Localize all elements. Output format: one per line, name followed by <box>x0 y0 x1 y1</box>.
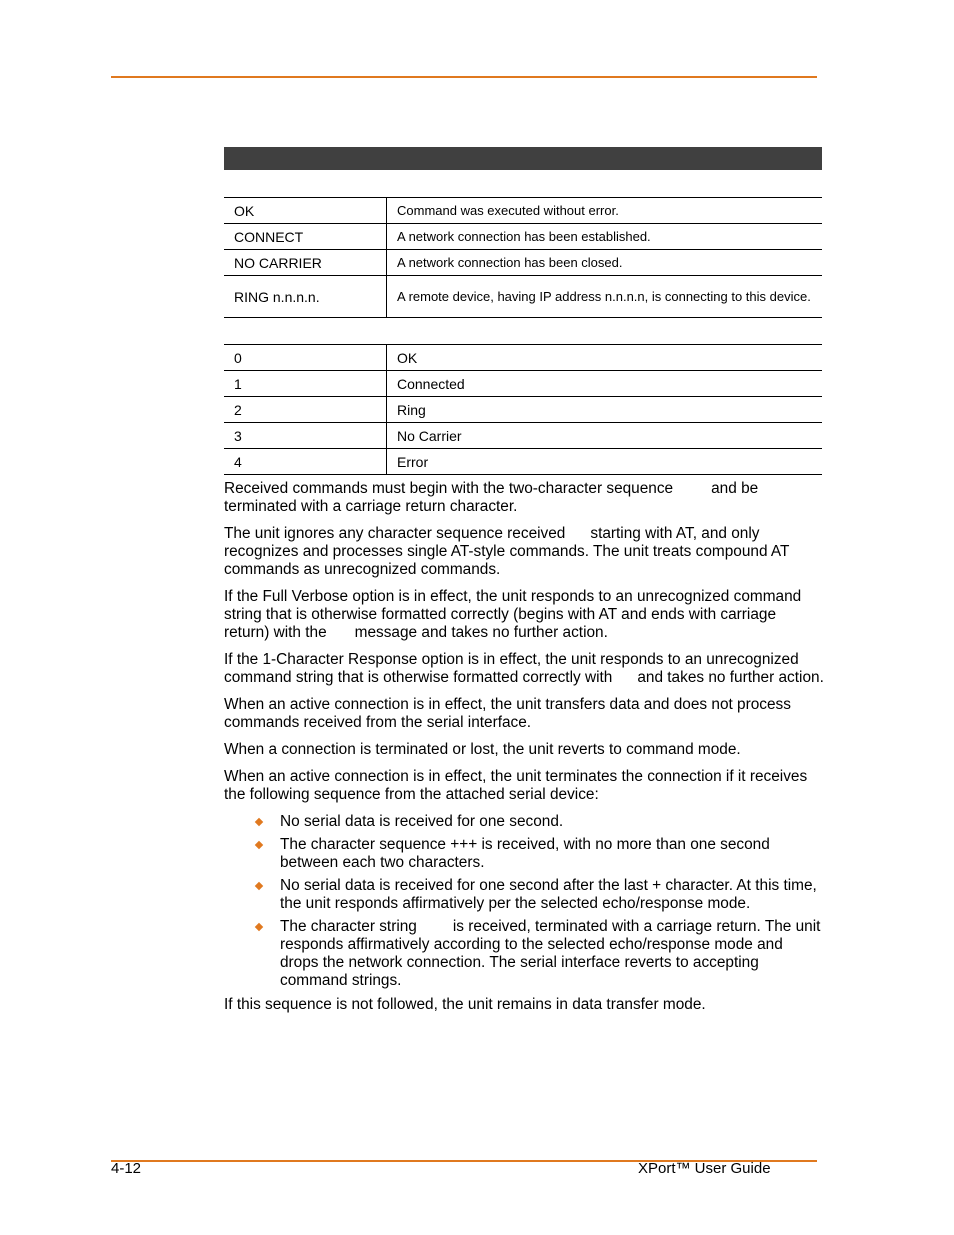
table-row <box>224 449 822 475</box>
table-row <box>224 345 822 371</box>
response-code: NO CARRIER <box>224 250 387 276</box>
paragraph-data-transfer-mode: If this sequence is not followed, the unit remains in data transfer mode. <box>224 996 706 1013</box>
list-item: No serial data is received for one second. <box>224 813 824 831</box>
termination-sequence-list <box>224 813 824 990</box>
paragraph-ignored-sequences: The unit ignores any character sequence received starting with AT, and only recognizes and processes single AT-style commands. The unit treats compound AT commands as unrecognized commands. <box>224 525 790 578</box>
response-code: CONNECT <box>224 224 387 250</box>
numeric-code: 1 <box>224 371 387 397</box>
verbose-response-table <box>224 197 822 318</box>
table-header-bar <box>224 147 822 170</box>
diamond-bullet-icon <box>255 882 263 890</box>
response-description: A network connection has been established. <box>387 224 823 250</box>
diamond-bullet-icon <box>255 818 263 826</box>
numeric-response-table <box>224 344 822 475</box>
response-description: Command was executed without error. <box>387 198 823 224</box>
numeric-code: 4 <box>224 449 387 475</box>
table-row <box>224 371 822 397</box>
table-row <box>224 198 822 224</box>
diamond-bullet-icon <box>255 923 263 931</box>
paragraph-full-verbose: If the Full Verbose option is in effect, the unit responds to an unrecognized command string that is otherwise formatted correctly (begins with AT and ends with carriage return) with the message and takes no further action. <box>224 588 802 641</box>
paragraph-command-format: Received commands must begin with the two-character sequence and be terminated with a carriage return character. <box>224 480 759 515</box>
numeric-meaning: Ring <box>387 397 823 423</box>
response-description: A network connection has been closed. <box>387 250 823 276</box>
list-item: The character sequence +++ is received, with no more than one second between each two characters. <box>224 836 824 872</box>
guide-title: XPort™ User Guide <box>638 1160 771 1177</box>
numeric-meaning: No Carrier <box>387 423 823 449</box>
list-item: The character string is received, terminated with a carriage return. The unit responds affirmatively according to the selected echo/response mode and drops the network connection. The serial interface reverts to accepting command strings. <box>224 918 824 990</box>
diamond-bullet-icon <box>255 841 263 849</box>
table-row <box>224 250 822 276</box>
numeric-meaning: Connected <box>387 371 823 397</box>
table-row <box>224 224 822 250</box>
header-rule <box>111 76 817 78</box>
page-number: 4-12 <box>111 1160 142 1177</box>
numeric-meaning: OK <box>387 345 823 371</box>
numeric-code: 3 <box>224 423 387 449</box>
table-row <box>224 397 822 423</box>
table-row <box>224 276 822 318</box>
response-code: RING n.n.n.n. <box>224 276 387 318</box>
numeric-meaning: Error <box>387 449 823 475</box>
list-item: No serial data is received for one second after the last + character. At this time, the unit responds affirmatively per the selected echo/response mode. <box>224 877 824 913</box>
table-row <box>224 423 822 449</box>
response-code: OK <box>224 198 387 224</box>
numeric-code: 2 <box>224 397 387 423</box>
paragraph-active-connection: When an active connection is in effect, the unit transfers data and does not process commands received from the serial interface. <box>224 696 791 731</box>
paragraph-one-char-response: If the 1-Character Response option is in effect, the unit responds to an unrecognized command string that is otherwise formatted correctly with and takes no further action. <box>224 651 824 686</box>
response-description: A remote device, having IP address n.n.n.n, is connecting to this device. <box>387 276 823 318</box>
paragraph-termination-intro: When an active connection is in effect, the unit terminates the connection if it receives the following sequence from the attached serial device: <box>224 768 808 803</box>
body-text <box>224 480 824 1023</box>
numeric-code: 0 <box>224 345 387 371</box>
paragraph-connection-lost: When a connection is terminated or lost, the unit reverts to command mode. <box>224 741 741 758</box>
